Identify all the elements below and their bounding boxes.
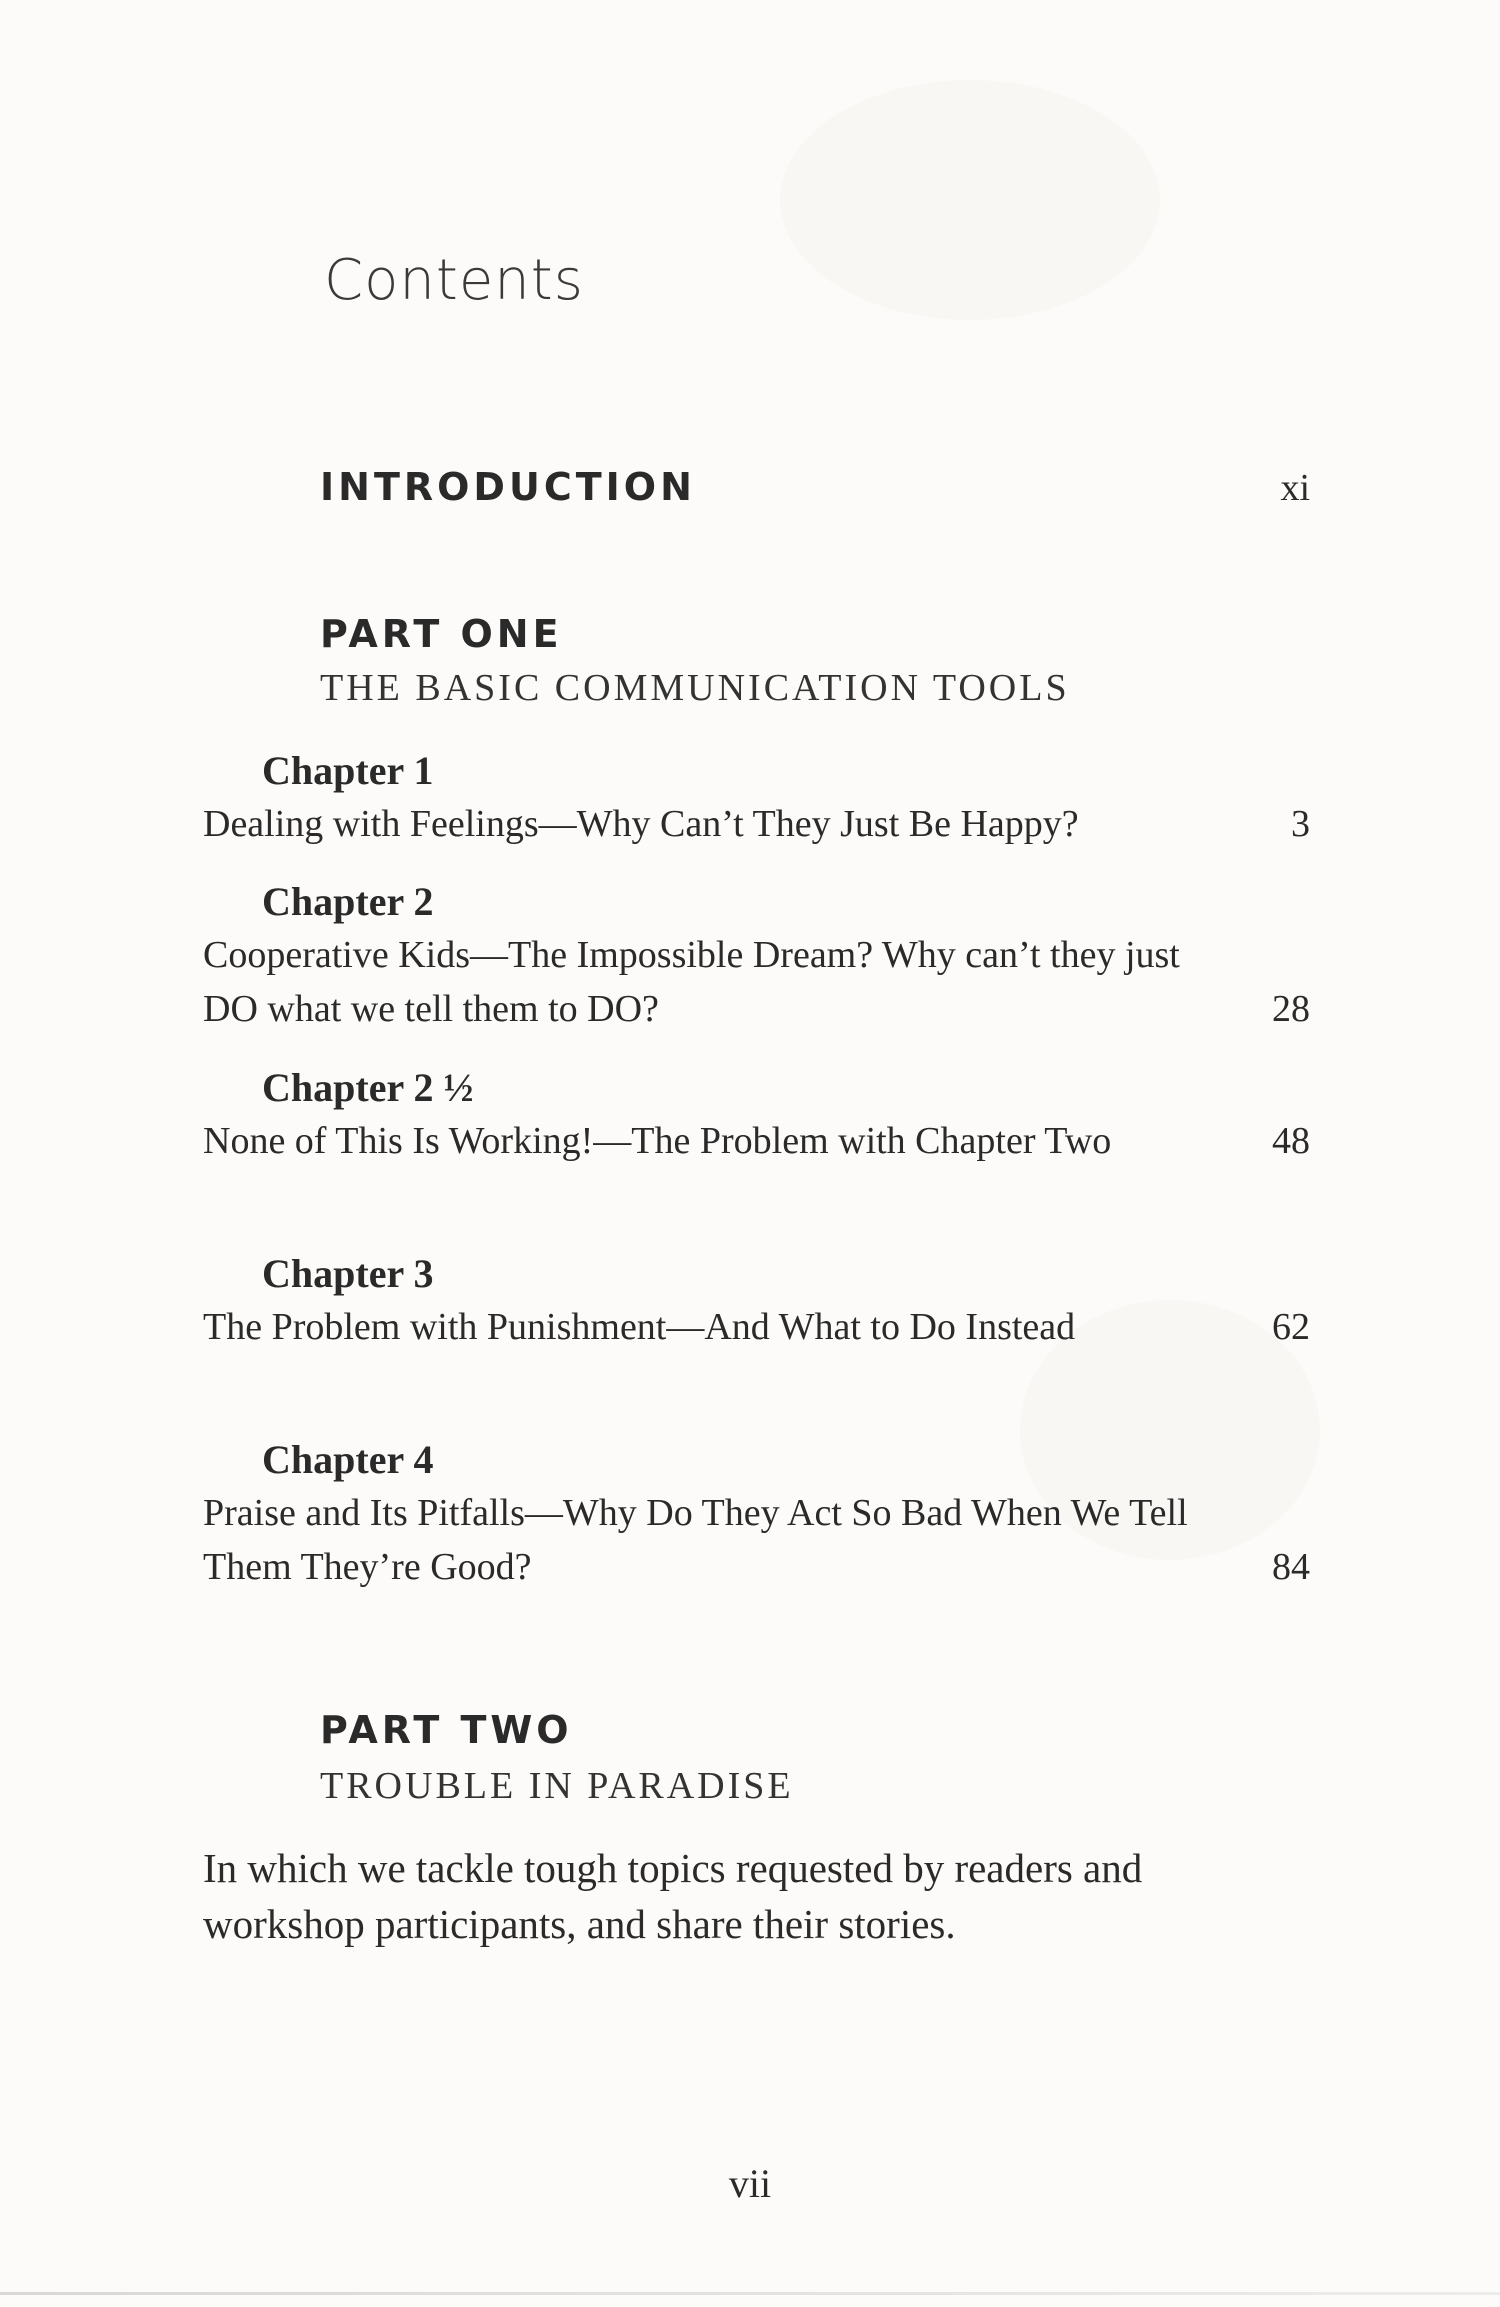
toc-entry-chapter-3[interactable] [203,1248,1310,1354]
introduction-label: INTRODUCTION [320,465,696,509]
part-two-description: In which we tackle tough topics requested by readers and workshop participants, and share their stories. [203,1845,1143,1947]
scan-smudge [780,80,1160,320]
chapter-label: Chapter 2 [262,879,434,924]
chapter-page-number: 3 [1291,803,1310,845]
part-two-heading: PART TWO [320,1708,573,1752]
part-one-heading: PART ONE [320,612,563,656]
chapter-title: The Problem with Punishment—And What to Do Instead [203,1306,1076,1348]
chapter-title: None of This Is Working!—The Problem with Chapter Two [203,1120,1112,1162]
page-number-folio: vii [728,2161,772,2206]
introduction-page-number: xi [1280,467,1310,509]
toc-entry-introduction[interactable] [320,465,1310,510]
part-one-subtitle: THE BASIC COMMUNICATION TOOLS [320,667,1070,709]
chapter-page-number: 62 [1272,1306,1310,1348]
chapter-title: Cooperative Kids—The Impossible Dream? Why can’t they just DO what we tell them to DO? [203,934,1180,1030]
page-title: Contents [324,248,584,313]
toc-entry-chapter-2[interactable] [203,876,1310,1036]
toc-entry-chapter-4[interactable] [203,1434,1310,1594]
chapter-page-number: 84 [1272,1546,1310,1588]
chapter-label: Chapter 2 ½ [262,1065,474,1110]
part-two-subtitle: TROUBLE IN PARADISE [320,1765,794,1807]
toc-entry-chapter-2-half[interactable] [203,1062,1310,1168]
toc-entry-chapter-1[interactable] [203,745,1310,851]
chapter-title: Praise and Its Pitfalls—Why Do They Act So Bad When We Tell Them They’re Good? [203,1492,1188,1588]
scan-edge-line [0,2292,1500,2295]
chapter-page-number: 48 [1272,1120,1310,1162]
chapter-label: Chapter 1 [262,748,434,793]
chapter-title: Dealing with Feelings—Why Can’t They Just Be Happy? [203,803,1079,845]
chapter-label: Chapter 4 [262,1437,434,1482]
chapter-label: Chapter 3 [262,1251,434,1296]
chapter-page-number: 28 [1272,988,1310,1030]
